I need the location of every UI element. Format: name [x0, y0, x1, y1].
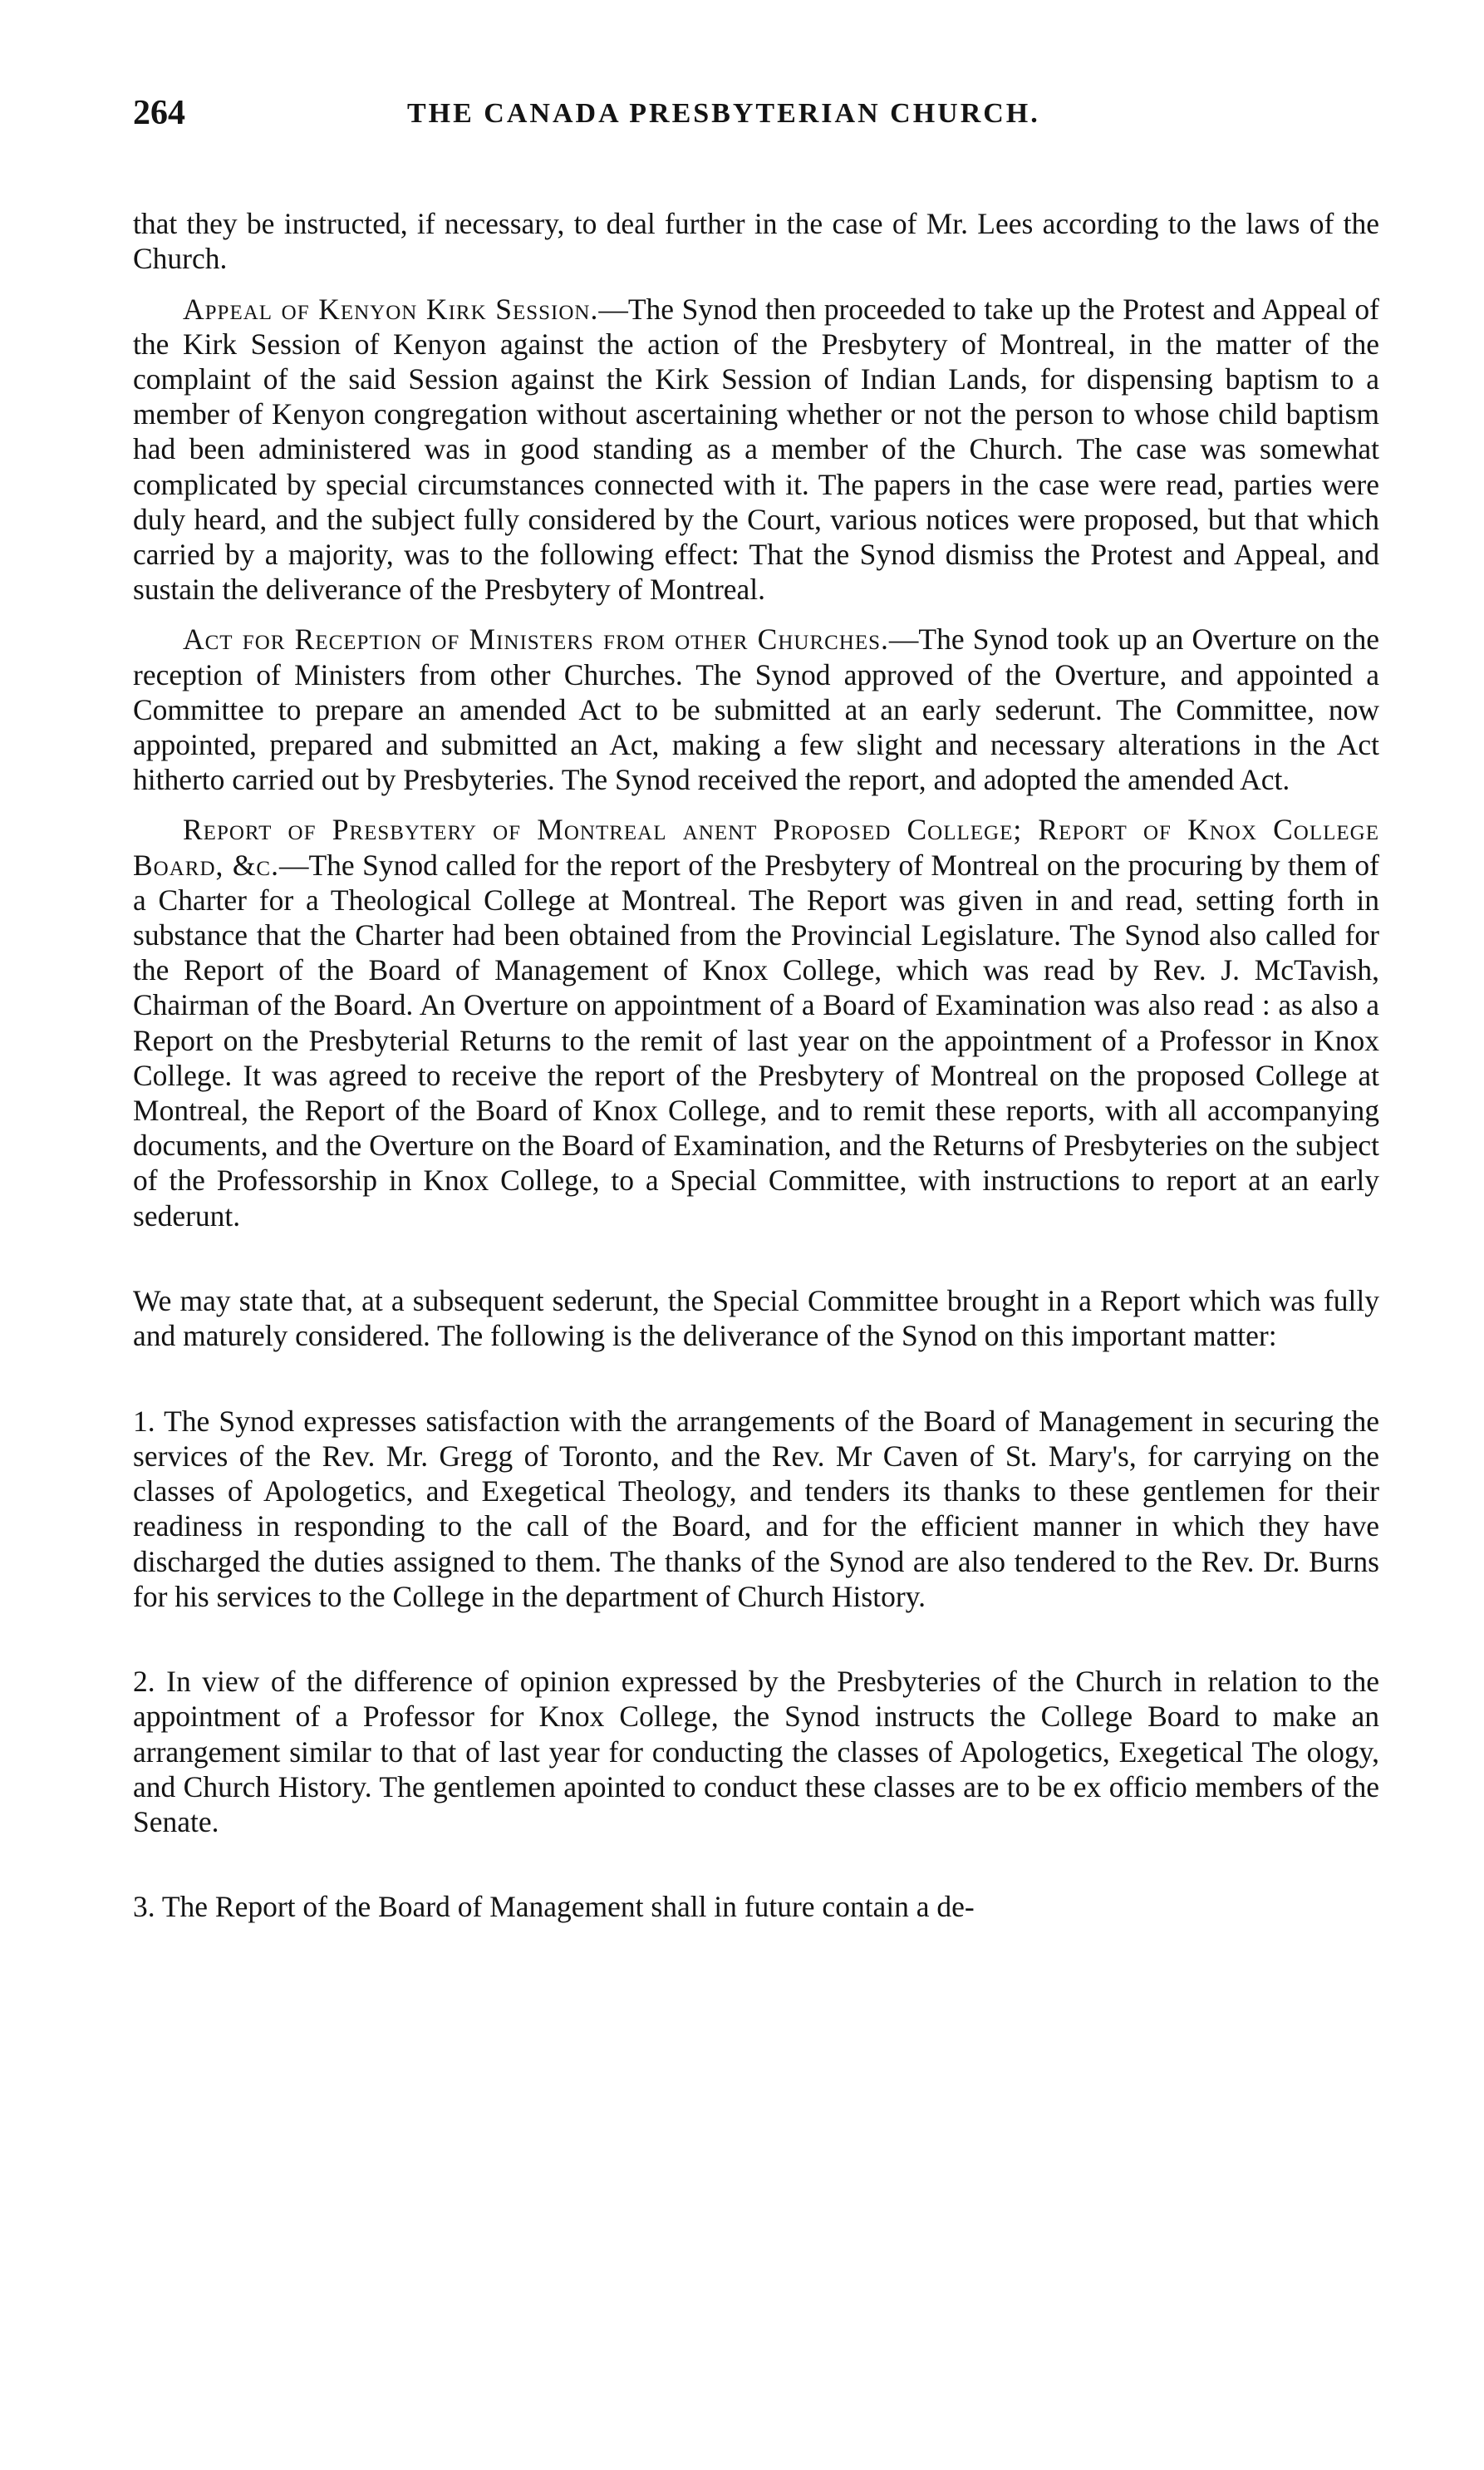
numbered-item-2 [133, 1629, 1379, 1839]
section-heading: Report of Presbytery of Montreal anent Proposed College; Report of Knox College Board, &c. [133, 813, 1379, 882]
paragraph-text: We may state that, at a subsequent sederunt, the Special Committee brought in a Report which was fully and maturely considered. The following is the deliverance of the Synod on this important matter: [133, 1284, 1379, 1353]
numbered-item-1 [133, 1369, 1379, 1614]
paragraph-subsequent-sederunt [133, 1248, 1379, 1354]
paragraph-text: —The Synod then proceeded to take up the Protest and Appeal of the Kirk Session of Kenyon against the action of the Presbytery of Montreal, in the matter of the complaint of the said Session against the Kirk Session of Indian Lands, for dispensing baptism to a member of Kenyon congregation without ascertaining whether or not the person to whose child baptism had been administered was in good standing as a member of the Church. The case was somewhat complicated by special circumstances connected with it. The papers in the case were read, parties were duly heard, and the subject fully considered by the Court, various notices were proposed, but that which carried by a majority, was to the following effect: That the Synod dismiss the Protest and Appeal, and sustain the deliverance of the Presbytery of Montreal. [133, 292, 1379, 607]
paragraph-text: —The Synod took up an Overture on the reception of Ministers from other Churches. The Synod approved of the Overture, and appointed a Committee to prepare an amended Act to be submitted at an early sederunt. The Committee, now appointed, prepared and submitted an Act, making a few slight and necessary alterations in the Act hitherto carried out by Presbyteries. The Synod received the report, and adopted the amended Act. [133, 622, 1379, 797]
paragraph-montreal-report [133, 812, 1379, 1233]
section-heading: Appeal of Kenyon Kirk Session. [183, 292, 599, 326]
paragraph-act-reception [133, 622, 1379, 797]
paragraph-text: —The Synod called for the report of the Presbytery of Montreal on the procuring by them of a Charter for a Theological College at Montreal. The Report was given in and read, setting forth in substance that the Charter had been obtained from the Provincial Legislature. The Synod also called for the Report of the Board of Management of Knox College, which was read by Rev. J. McTavish, Chairman of the Board. An Overture on appointment of a Board of Examination was also read : as also a Report on the Presbyterial Returns to the remit of last year on the appointment of a Professor in Knox College. It was agreed to receive the report of the Presbytery of Montreal on the proposed College at Montreal, the Report of the Board of Knox College, and to remit these reports, with all accompanying documents, and the Overture on the Board of Examination, and the Returns of Presbyteries on the subject of the Professorship in Knox College, to a Special Committee, with instructions to report at an early sederunt. [133, 848, 1379, 1233]
paragraph-text: 3. The Report of the Board of Management shall in future contain a de- [133, 1890, 975, 1924]
numbered-item-3 [133, 1854, 1379, 1924]
paragraph-text: 1. The Synod expresses satisfaction with the arrangements of the Board of Management in securing the services of the Rev. Mr. Gregg of Toronto, and the Rev. Mr Caven of St. Mary's, for carrying on the classes of Apologetics, and Exegetical Theology, and tenders its thanks to these gentlemen for their readiness in responding to the call of the Board, and for the efficient manner in which they have discharged the duties assigned to them. The thanks of the Synod are also tendered to the Rev. Dr. Burns for his services to the College in the department of Church History. [133, 1404, 1379, 1613]
running-title: THE CANADA PRESBYTERIAN CHURCH. [407, 98, 1040, 129]
paragraph-kenyon-appeal [133, 292, 1379, 608]
page-number: 264 [133, 94, 185, 132]
paragraph-text: 2. In view of the difference of opinion expressed by the Presbyteries of the Church in relation to the appointment of a Professor for Knox College, the Synod instructs the College Board to make an arrangement similar to that of last year for conducting the classes of Apologetics, Exegetical The ology, and Church History. The gentlemen apointed to conduct these classes are to be ex officio members of the Senate. [133, 1665, 1379, 1838]
section-heading: Act for Reception of Ministers from other Churches. [183, 622, 889, 657]
book-page [133, 93, 1379, 1940]
running-head [133, 93, 1379, 143]
paragraph-continuation [133, 171, 1379, 277]
paragraph-text: that they be instructed, if necessary, to deal further in the case of Mr. Lees according to the laws of the Church. [133, 207, 1379, 276]
